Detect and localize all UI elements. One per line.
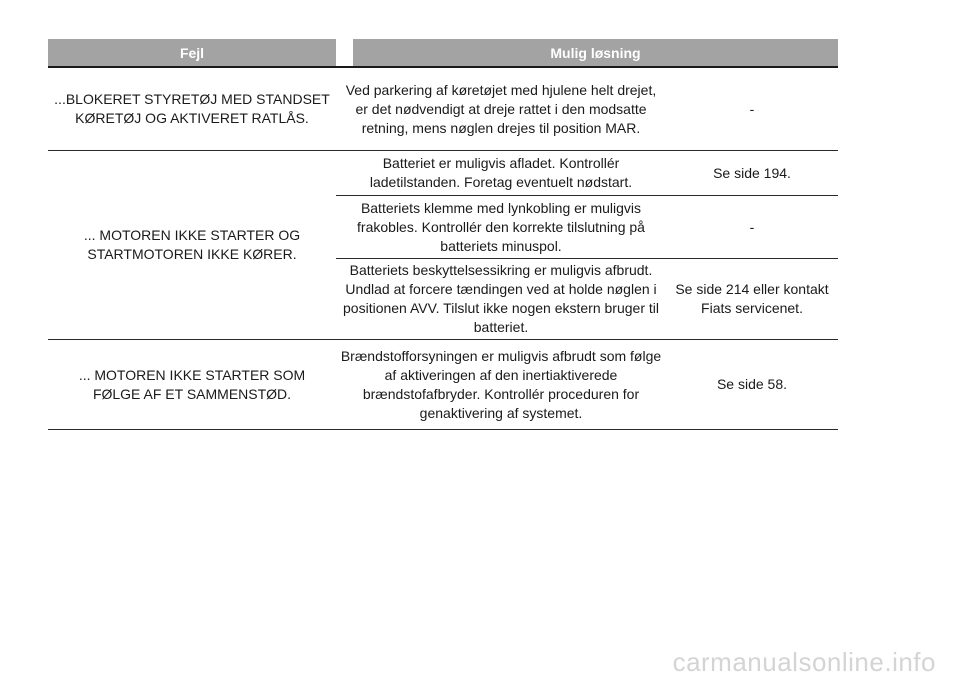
table-header: [48, 39, 838, 68]
fault-group: [48, 68, 838, 151]
solution-cell: Batteriets beskyttelsessikring er muligvis afbrudt. Undlad at forcere tændingen ved at holde nøglen i positionen AVV. Tilslut ikke nogen ekstern bruger til batteriet.: [343, 262, 659, 335]
solution-cell: Batteriet er muligvis afladet. Kontrollér ladetilstanden. Foretag eventuelt nødstart.: [369, 155, 633, 190]
troubleshooting-table: [48, 39, 838, 430]
fault-cell: ...BLOKERET STYRETØJ MED STANDSET KØRETØJ OG AKTIVERET RATLÅS.: [54, 91, 330, 126]
table-row: [336, 258, 838, 339]
fault-group: [48, 340, 838, 430]
watermark: carmanualsonline.info: [672, 647, 936, 677]
reference-cell: Se side 214 eller kontakt Fiats servicenet.: [675, 281, 829, 316]
table-row: [336, 340, 838, 429]
fault-cell: ... MOTOREN IKKE STARTER SOM FØLGE AF ET SAMMENSTØD.: [78, 366, 306, 402]
solution-cell: Ved parkering af køretøjet med hjulene helt drejet, er det nødvendigt at dreje rattet i den modsatte retning, mens nøglen drejes til position MAR.: [345, 81, 657, 136]
reference-cell: Se side 194.: [713, 164, 791, 181]
table-row: [336, 151, 838, 195]
solution-cell: Batteriets klemme med lynkobling er muligvis frakobles. Kontrollér den korrekte tilslutning på batteriets minuspol.: [357, 199, 645, 254]
reference-cell: -: [749, 218, 755, 235]
table-row: [336, 195, 838, 258]
solution-cell: Brændstofforsyningen er muligvis afbrudt som følge af aktiveringen af den inertiaktiverede brændstofafbryder. Kontrollér proceduren for genaktivering af systemet.: [340, 347, 662, 421]
table-row: [336, 68, 838, 150]
header-fault: Fejl: [48, 39, 336, 66]
header-gap: [336, 39, 353, 66]
fault-cell: ... MOTOREN IKKE STARTER OG STARTMOTOREN IKKE KØRER.: [83, 227, 301, 262]
header-solution: Mulig løsning: [353, 39, 838, 66]
reference-cell: -: [749, 100, 755, 117]
fault-group: [48, 151, 838, 340]
reference-cell: Se side 58.: [716, 376, 788, 392]
